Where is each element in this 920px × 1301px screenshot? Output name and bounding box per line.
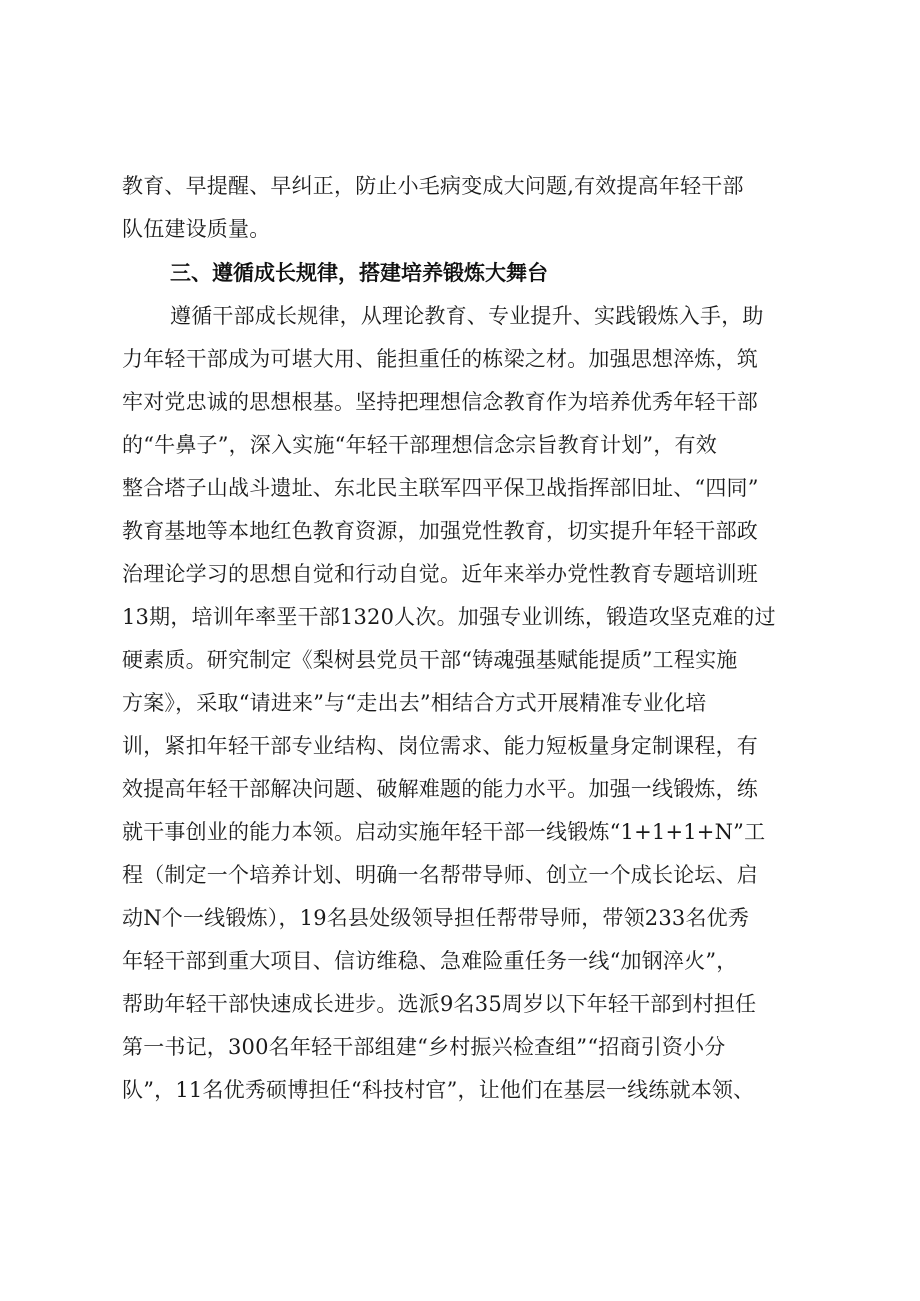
body-line: 队”，11名优秀硕博担任“科技村官”，让他们在基层一线练就本领、 (122, 1078, 755, 1102)
body-line: 方案》，采取“请进来”与“走出去”相结合方式开展精准专业化培 (122, 691, 707, 715)
body-line: 程（制定一个培养计划、明确一名帮带导师、创立一个成长论坛、启 (122, 863, 758, 887)
body-line: 13期，培训年率垩干部1320人次。加强专业训练，锻造攻坚克难的过 (122, 605, 776, 629)
body-line: 遵循干部成长规律，从理论教育、专业提升、实践锻炼入手，助 (170, 304, 764, 328)
body-line: 整合塔子山战斗遗址、东北民主联军四平保卫战指挥部旧址、“四同” (122, 476, 759, 500)
body-line: 教育基地等本地红色教育资源，加强党性教育，切实提升年轻干部政 (122, 519, 758, 543)
body-line: 第一书记，300名年轻干部组建“乡村振兴检查组”“招商引资小分 (122, 1035, 726, 1059)
body-line: 治理论学习的思想自觉和行动自觉。近年来举办党性教育专题培训班 (122, 562, 758, 586)
body-line: 帮助年轻干部快速成长进步。选派9名35周岁以下年轻干部到村担任 (122, 992, 757, 1016)
body-line: 的“牛鼻子”，深入实施“年轻干部理想信念宗旨教育计划”，有效 (122, 433, 717, 457)
body-line: 牢对党忠诚的思想根基。坚持把理想信念教育作为培养优秀年轻干部 (122, 390, 758, 414)
body-line: 动N个一线锻炼），19名县处级领导担任帮带导师，带领233名优秀 (122, 906, 750, 930)
body-line: 就干事创业的能力本领。启动实施年轻干部一线锻炼“1+1+1+N”工 (122, 820, 766, 844)
intro-line: 教育、早提醒、早纠正，防止小毛病变成大问题,有效提高年轻干部 (122, 174, 744, 198)
body-line: 年轻干部到重大项目、信访维稳、急难险重任务一线“加钢淬火”， (122, 949, 738, 973)
section-heading: 三、遵循成长规律，搭建培养锻炼大舞台 (170, 261, 548, 285)
body-line: 力年轻干部成为可堪大用、能担重任的栋梁之材。加强思想淬炼，筑 (122, 347, 758, 371)
body-line: 硬素质。研究制定《梨树县党员干部“铸魂强基赋能提质”工程实施 (122, 648, 738, 672)
intro-line: 队伍建设质量。 (122, 217, 271, 241)
body-line: 训，紧扣年轻干部专业结构、岗位需求、能力短板量身定制课程，有 (122, 734, 758, 758)
body-line: 效提高年轻干部解决问题、破解难题的能力水平。加强一线锻炼，练 (122, 777, 758, 801)
